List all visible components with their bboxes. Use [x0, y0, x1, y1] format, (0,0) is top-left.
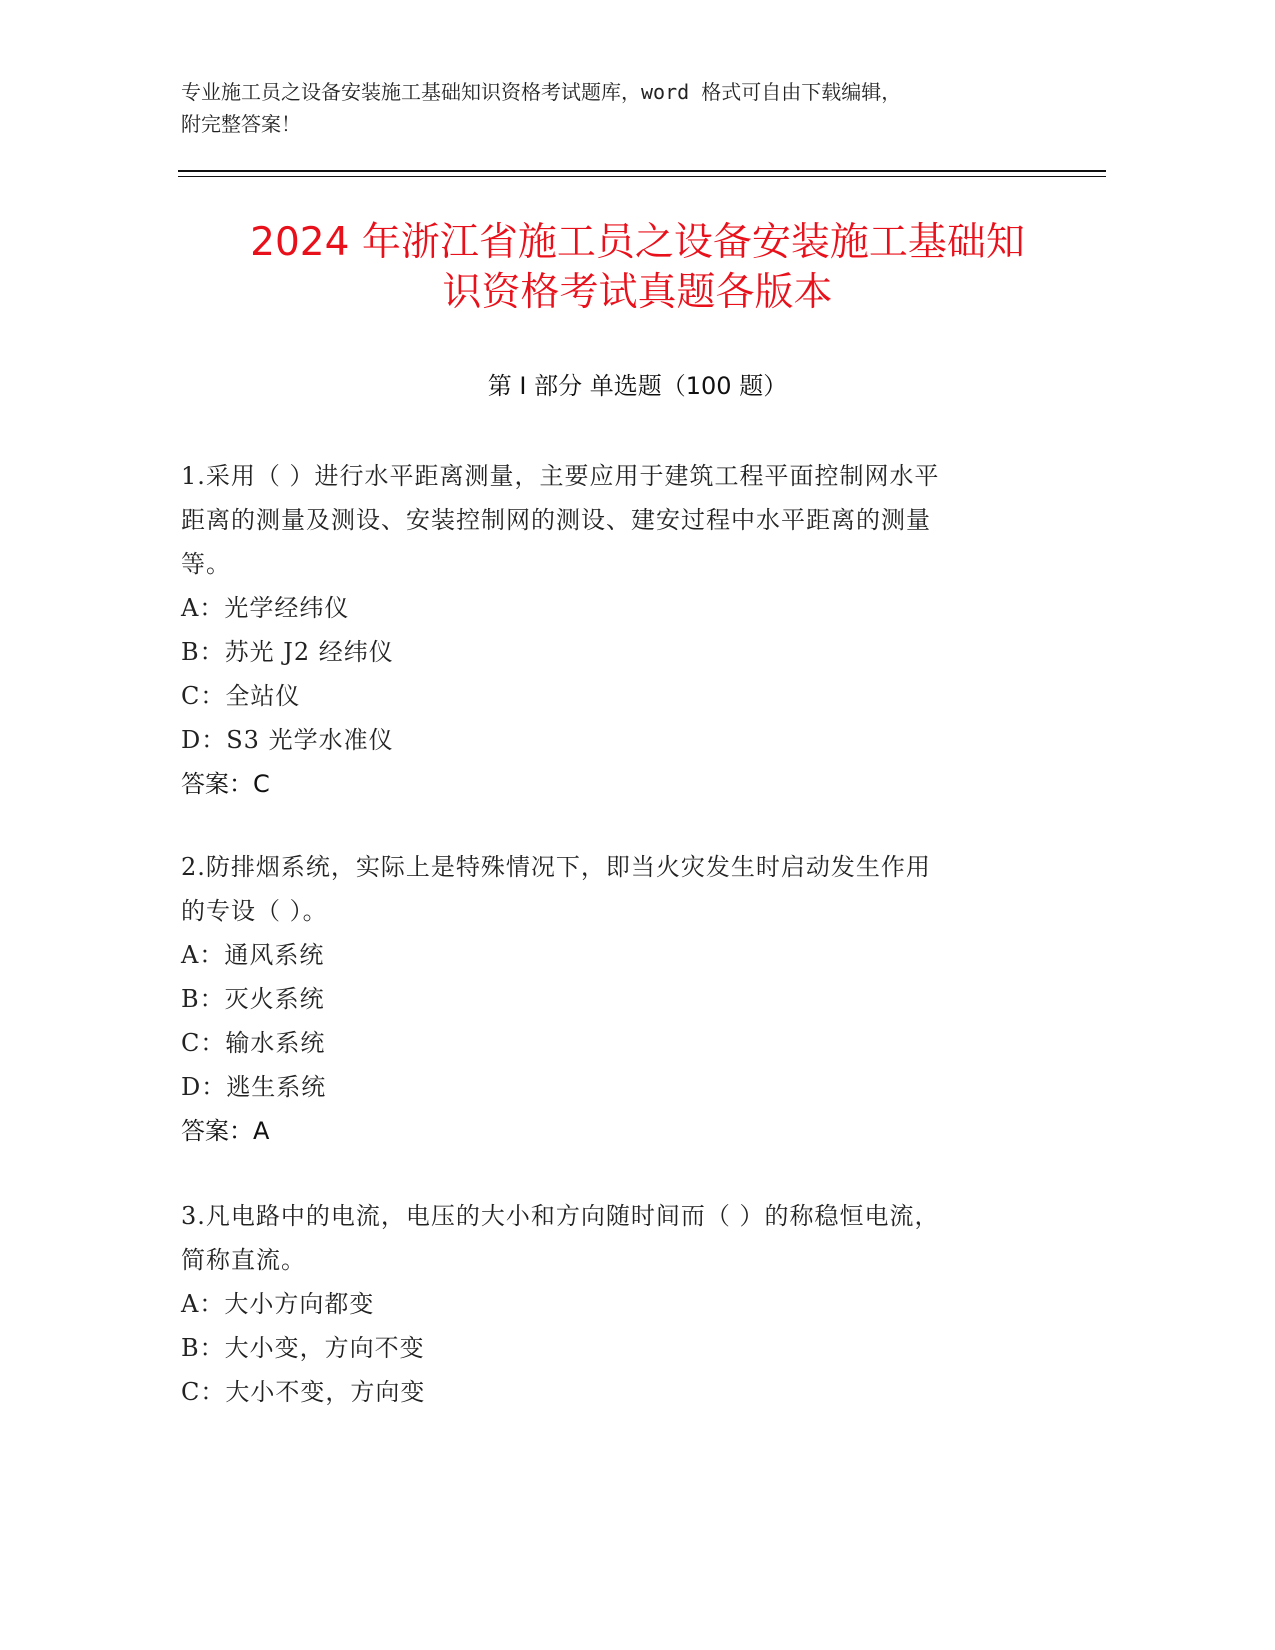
answer: 答案：A — [181, 1117, 270, 1145]
option-d: D：逃生系统 — [181, 1073, 327, 1101]
question-2 — [181, 845, 1031, 1153]
question-stem-line: 1.采用（ ）进行水平距离测量，主要应用于建筑工程平面控制网水平 — [181, 462, 940, 490]
document-title-line: 2024 年浙江省施工员之设备安装施工基础知 — [250, 220, 1025, 265]
option-a: A：通风系统 — [181, 941, 325, 969]
answer: 答案：C — [181, 770, 270, 798]
question-stem-line: 简称直流。 — [181, 1246, 306, 1274]
question-stem — [181, 845, 1031, 933]
question-stem-line: 2.防排烟系统，实际上是特殊情况下，即当火灾发生时启动发生作用 — [181, 853, 931, 881]
question-stem-line: 距离的测量及测设、安装控制网的测设、建安过程中水平距离的测量 — [181, 506, 931, 534]
header-divider-thick — [178, 170, 1106, 172]
option-c: C：全站仪 — [181, 682, 301, 710]
header-divider-thin — [178, 176, 1106, 177]
header-note — [181, 76, 1061, 140]
question-stem — [181, 1194, 1031, 1282]
question-stem-line: 的专设（ ）。 — [181, 897, 328, 925]
question-stem-line: 3.凡电路中的电流，电压的大小和方向随时间而（ ）的称稳恒电流， — [181, 1202, 940, 1230]
option-b: B：大小变，方向不变 — [181, 1334, 425, 1362]
document-title-line: 识资格考试真题各版本 — [442, 270, 833, 315]
option-d: D：S3 光学水准仪 — [181, 726, 394, 754]
header-note-line: 附完整答案！ — [181, 112, 301, 136]
section-title: 第 I 部分 单选题（100 题） — [487, 372, 788, 400]
option-a: A：光学经纬仪 — [181, 594, 350, 622]
option-a: A：大小方向都变 — [181, 1290, 375, 1318]
document-title — [150, 218, 1125, 318]
option-c: C：输水系统 — [181, 1029, 326, 1057]
question-1 — [181, 454, 1031, 806]
option-c: C：大小不变，方向变 — [181, 1378, 426, 1406]
option-b: B：灭火系统 — [181, 985, 325, 1013]
header-note-line: 专业施工员之设备安装施工基础知识资格考试题库，word 格式可自由下载编辑， — [181, 80, 902, 104]
question-3 — [181, 1194, 1031, 1414]
option-b: B：苏光 J2 经纬仪 — [181, 638, 394, 666]
question-stem — [181, 454, 1031, 586]
question-stem-line: 等。 — [181, 550, 231, 578]
